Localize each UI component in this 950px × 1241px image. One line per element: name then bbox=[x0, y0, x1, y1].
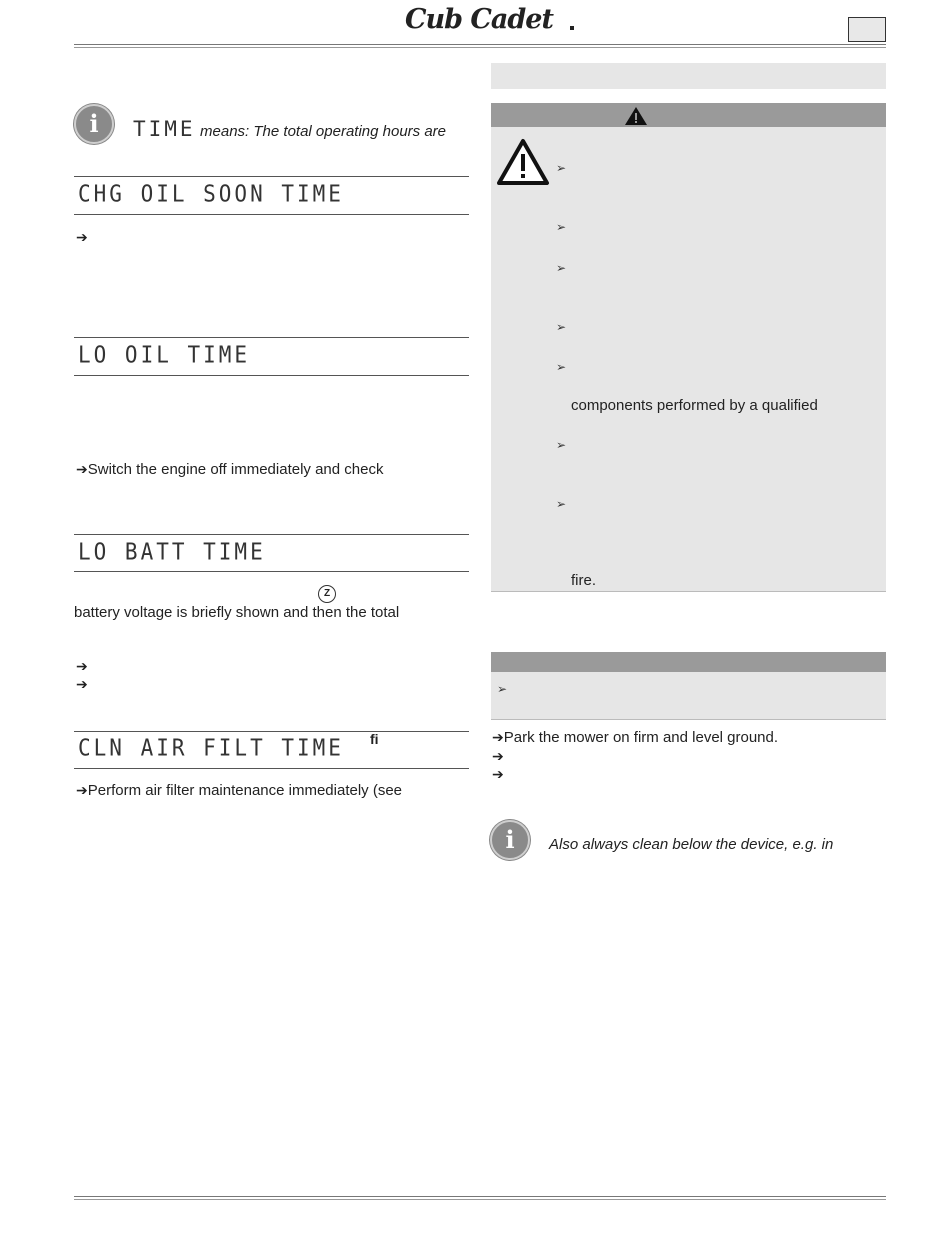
step-arrow: ➔ bbox=[492, 729, 504, 745]
info-note-text: means: The total operating hours are bbox=[200, 123, 447, 140]
warning-triangle-icon bbox=[624, 106, 648, 126]
note-panel bbox=[491, 672, 886, 719]
cub-cadet-logo: Cub Cadet bbox=[405, 4, 553, 35]
warning-panel-bottom-rule bbox=[491, 591, 886, 592]
info-icon: i bbox=[490, 820, 530, 860]
logo-dot bbox=[570, 26, 574, 30]
warning-triangle-icon bbox=[496, 138, 550, 186]
section-rule bbox=[74, 571, 469, 572]
note-panel-bottom-rule bbox=[491, 719, 886, 720]
bullet-chevron: ➢ bbox=[556, 438, 567, 452]
warning-bullet-continuation: fire. bbox=[571, 572, 597, 589]
section-rule bbox=[74, 731, 469, 732]
footer-rule-secondary bbox=[74, 1199, 886, 1200]
step-text: Perform air filter maintenance immediately (see bbox=[87, 782, 403, 799]
bullet-chevron: ➢ bbox=[556, 220, 567, 234]
page-number-box bbox=[848, 17, 886, 42]
body-text: battery voltage is briefly shown and then the total bbox=[74, 604, 400, 621]
lcd-lo-batt: LO BATT TIME bbox=[78, 539, 266, 565]
step-arrow: ➔ bbox=[76, 676, 88, 692]
lcd-chg-oil-soon: CHG OIL SOON TIME bbox=[78, 181, 344, 207]
warning-header-bar bbox=[491, 103, 886, 127]
bullet-chevron: ➢ bbox=[556, 497, 567, 511]
section-rule bbox=[74, 176, 469, 177]
section-heading-bar bbox=[491, 63, 886, 89]
info-icon: i bbox=[74, 104, 114, 144]
lcd-time-word: TIME bbox=[133, 117, 196, 141]
section-rule bbox=[74, 214, 469, 215]
section-rule bbox=[74, 337, 469, 338]
section-rule bbox=[74, 534, 469, 535]
step-arrow: ➔ bbox=[76, 461, 88, 477]
section-rule bbox=[74, 375, 469, 376]
info-note bbox=[133, 117, 446, 141]
step-arrow: ➔ bbox=[492, 748, 504, 764]
step-line bbox=[76, 782, 402, 800]
header-rule-secondary bbox=[74, 47, 886, 48]
step-text: Switch the engine off immediately and check bbox=[87, 461, 384, 478]
bullet-chevron: ➢ bbox=[556, 161, 567, 175]
step-text: Park the mower on firm and level ground. bbox=[503, 729, 779, 746]
step-line bbox=[492, 729, 778, 747]
info-note-text: Also always clean below the device, e.g. in bbox=[549, 836, 834, 853]
footer-rule bbox=[74, 1196, 886, 1197]
warning-panel bbox=[491, 127, 886, 591]
bullet-chevron: ➢ bbox=[556, 360, 567, 374]
battery-clock-icon: Z bbox=[318, 585, 336, 603]
warning-bullet-continuation: components performed by a qualified bbox=[571, 397, 818, 414]
section-rule bbox=[74, 768, 469, 769]
note-header-bar bbox=[491, 652, 886, 672]
lcd-cln-air-filt: CLN AIR FILT TIME bbox=[78, 735, 344, 761]
fi-glyph: fi bbox=[370, 731, 379, 747]
bullet-chevron: ➢ bbox=[497, 682, 508, 696]
bullet-chevron: ➢ bbox=[556, 320, 567, 334]
step-arrow: ➔ bbox=[492, 766, 504, 782]
lcd-lo-oil: LO OIL TIME bbox=[78, 342, 251, 368]
step-line bbox=[76, 461, 383, 479]
step-arrow: ➔ bbox=[76, 229, 88, 245]
step-arrow: ➔ bbox=[76, 658, 88, 674]
step-arrow: ➔ bbox=[76, 782, 88, 798]
bullet-chevron: ➢ bbox=[556, 261, 567, 275]
header-rule bbox=[74, 44, 886, 45]
